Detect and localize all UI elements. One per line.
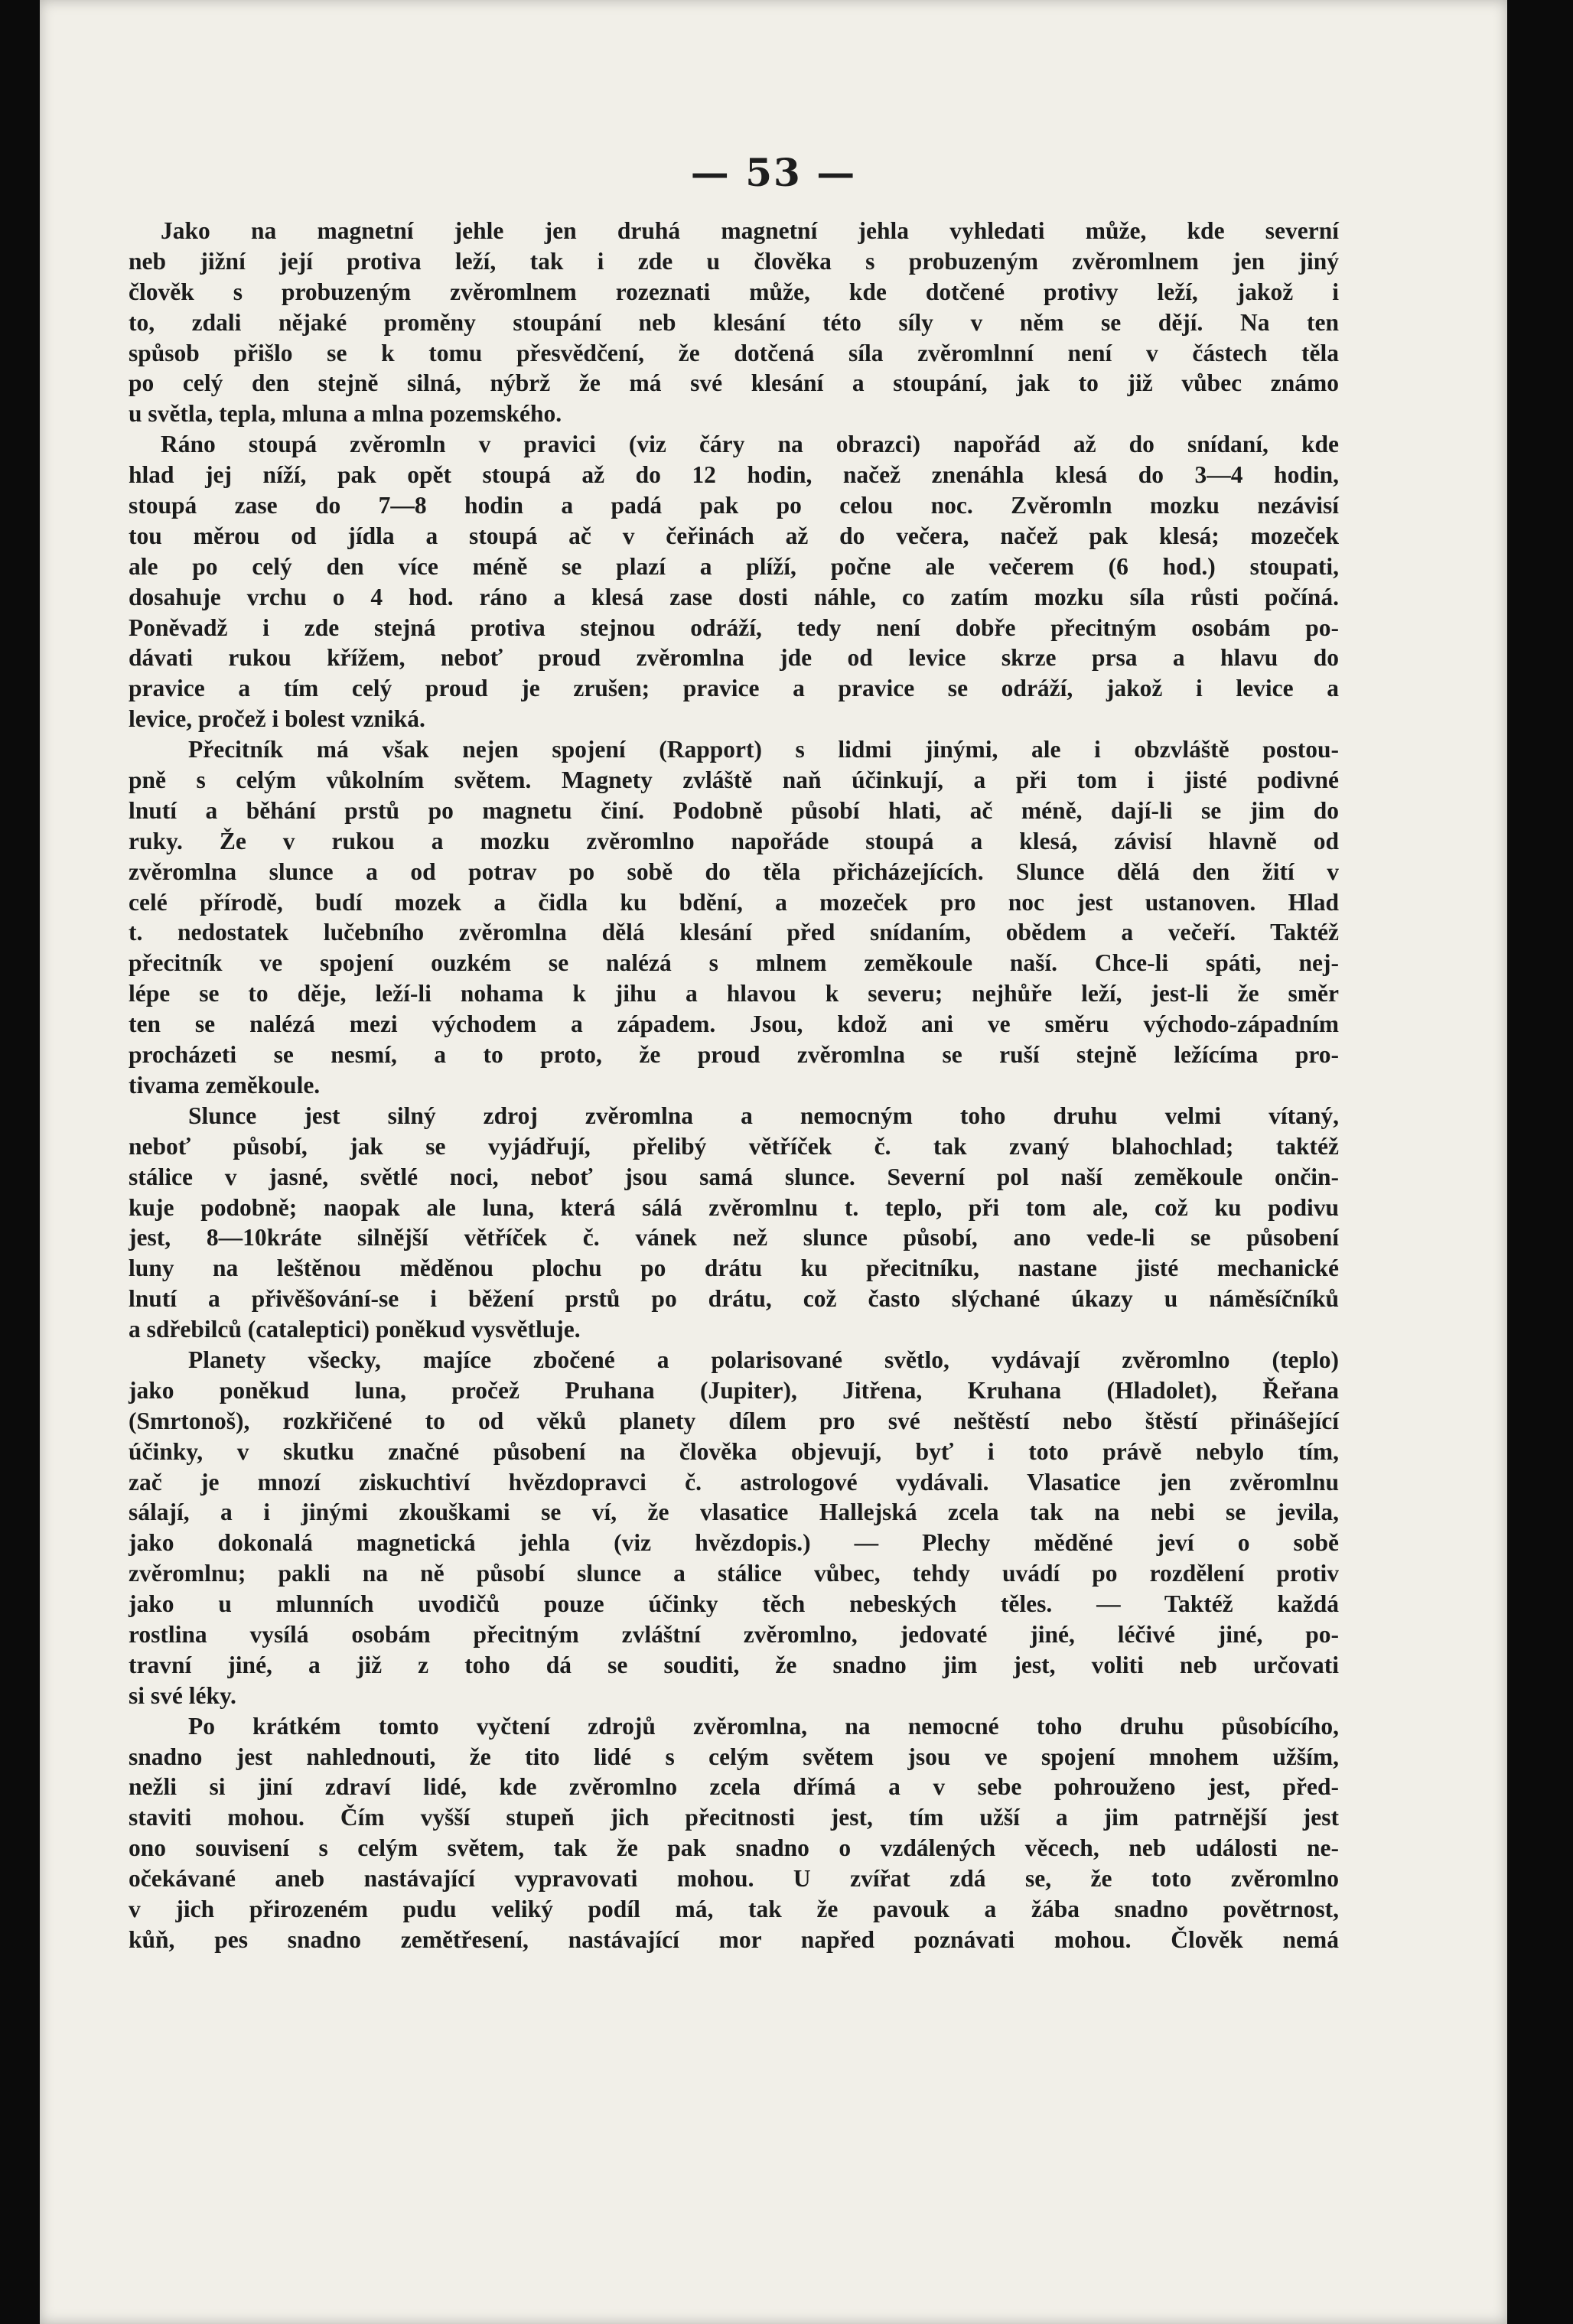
text-line: kůň, pes snadno zemětřesení, nastávající mor napřed poznávati mohou. Člověk nemá	[129, 1925, 1339, 1953]
text-line: Po krátkém tomto vyčtení zdrojů zvěromlna, na nemocné toho druhu působícího,	[188, 1712, 1339, 1740]
text-line: lnutí a přivěšování-se i běžení prstů po drátu, což často slýchané úkazy u náměsíčníků	[129, 1285, 1339, 1313]
text-line: levice, pročež i bolest vzniká.	[129, 705, 425, 733]
text-line: ale po celý den více méně se plazí a plíží, počne ale večerem (6 hod.) stoupati,	[129, 552, 1339, 580]
text-line: celé přírodě, budí mozek a čidla ku bdění, a mozeček pro noc jest ustanoven. Hlad	[129, 888, 1339, 916]
text-line: luny na leštěnou měděnou plochu po drátu ku přecitníku, nastane jisté mechanické	[129, 1255, 1339, 1282]
text-line: dosahuje vrchu o 4 hod. ráno a klesá zase dosti náhle, co zatím mozku síla růsti počíná.	[129, 583, 1339, 610]
text-line: si své léky.	[129, 1681, 236, 1709]
text-line: stálice v jasné, světlé noci, neboť jsou samá slunce. Severní pol naší zeměkoule ončin-	[129, 1163, 1339, 1190]
text-line: spůsob přišlo se k tomu přesvědčení, že dotčená síla zvěromlnní není v částech těla	[129, 339, 1339, 366]
text-line: účinky, v skutku značné působení na člověka objevují, byť i toto právě nebylo tím,	[129, 1437, 1339, 1465]
text-line: hlad jej níží, pak opět stoupá až do 12 hodin, načež znenáhla klesá do 3—4 hodin,	[129, 461, 1339, 489]
text-line: Jako na magnetní jehle jen druhá magnetní jehla vyhledati může, kde severní	[161, 217, 1339, 244]
text-line: to, zdali nějaké proměny stoupání neb klesání této síly v něm se dějí. Na ten	[129, 308, 1339, 336]
paragraph-5	[129, 1345, 1339, 1711]
text-line: dávati rukou křížem, neboť proud zvěromlna jde od levice skrze prsa a hlavu do	[129, 644, 1339, 672]
paragraph-3	[129, 734, 1339, 1101]
text-line: ruky. Že v rukou a mozku zvěromlno napořáde stoupá a klesá, závisí hlavně od	[129, 827, 1339, 854]
text-line: neb jižní její protiva leží, tak i zde u člověka s probuzeným zvěromlnem jen jiný	[129, 247, 1339, 275]
text-line: a sdřebilců (cataleptici) poněkud vysvětluje.	[129, 1316, 581, 1343]
text-line: procházeti se nesmí, a to proto, že proud zvěromlna se ruší stejně ležícíma pro-	[129, 1041, 1339, 1069]
text-line: travní jiné, a již z toho dá se souditi, že snadno jim jest, voliti neb určovati	[129, 1651, 1339, 1678]
paragraph-4	[129, 1101, 1339, 1345]
text-line: jest, 8—10kráte silnější větříček č. vánek než slunce působí, ano vede-li se působení	[129, 1224, 1339, 1252]
text-line: Ráno stoupá zvěromln v pravici (viz čáry na obrazci) napořád až do snídaní, kde	[161, 431, 1339, 458]
page-number: — 53 —	[690, 150, 857, 195]
text-line: lépe se to děje, leží-li nohama k jihu a hlavou k severu; nejhůře leží, jest-li že směr	[129, 980, 1339, 1007]
text-line: Slunce jest silný zdroj zvěromlna a nemocným toho druhu velmi vítaný,	[188, 1102, 1339, 1129]
text-line: rostlina vysílá osobám přecitným zvláštní zvěromlno, jedovaté jiné, léčivé jiné, po-	[129, 1620, 1339, 1648]
text-line: tivama zeměkoule.	[129, 1071, 321, 1099]
text-line: jako u mlunních uvodičů pouze účinky těch nebeských těles. — Taktéž každá	[129, 1590, 1339, 1618]
text-line: jako poněkud luna, pročež Pruhana (Jupiter), Jitřena, Kruhana (Hladolet), Řeřana	[129, 1376, 1339, 1404]
text-line: lnutí a běhání prstů po magnetu činí. Podobně působí hlati, ač méně, dají-li se jim do	[129, 796, 1339, 824]
book-page	[40, 0, 1507, 2324]
text-line: ten se nalézá mezi východem a západem. Jsou, kdož ani ve směru východo-západním	[129, 1011, 1339, 1038]
text-line: zvěromlnu; pakli na ně působí slunce a stálice vůbec, tehdy uvádí po rozdělení protiv	[129, 1560, 1339, 1587]
text-line: u světla, tepla, mluna a mlna pozemského.	[129, 400, 562, 428]
text-line: stoupá zase do 7—8 hodin a padá pak po celou noc. Zvěromln mozku nezávisí	[129, 492, 1339, 519]
text-line: staviti mohou. Čím vyšší stupeň jich přecitnosti jest, tím užší a jim patrnější jest	[129, 1804, 1339, 1831]
text-line: sálají, a i jinými zkouškami se ví, že vlasatice Hallejská zcela tak na nebi se jevila,	[129, 1499, 1339, 1526]
text-line: očekávané aneb nastávající vypravovati mohou. U zvířat zdá se, že toto zvěromlno	[129, 1865, 1339, 1893]
text-line: t. nedostatek lučebního zvěromlna dělá klesání před snídaním, obědem a večeří. Taktéž	[129, 919, 1339, 946]
body-text	[129, 216, 1339, 2251]
text-line: pravice a tím celý proud je zrušen; pravice a pravice se odráží, jakož i levice a	[129, 675, 1339, 702]
paragraph-2	[129, 429, 1339, 734]
text-line: v jich přirozeném pudu veliký podíl má, tak že pavouk a žába snadno povětrnost,	[129, 1895, 1339, 1922]
text-line: nežli si jiní zdraví lidé, kde zvěromlno zcela dřímá a v sebe pohrouženo jest, před-	[129, 1773, 1339, 1801]
text-line: kuje podobně; naopak ale luna, která sálá zvěromlnu t. teplo, při tom ale, což ku podivu	[129, 1193, 1339, 1221]
text-line: Planety všecky, majíce zbočené a polarisované světlo, vydávají zvěromlno (teplo)	[188, 1346, 1339, 1373]
text-line: přecitník ve spojení ouzkém se nalézá s mlnem zeměkoule naší. Chce-li spáti, nej-	[129, 949, 1339, 977]
paragraph-6	[129, 1711, 1339, 1955]
text-line: Přecitník má však nejen spojení (Rapport) s lidmi jinými, ale i obzvláště postou-	[188, 736, 1339, 763]
text-line: zač je mnozí ziskuchtiví hvězdopravci č. astrologové vydávali. Vlasatice jen zvěromlnu	[129, 1468, 1339, 1496]
text-line: jako dokonalá magnetická jehla (viz hvězdopis.) — Plechy měděné jeví o sobě	[129, 1529, 1339, 1557]
text-line: snadno jest nahlednouti, že tito lidé s celým světem jsou ve spojení mnohem užším,	[129, 1743, 1339, 1770]
text-line: po celý den stejně silná, nýbrž že má své klesání a stoupání, jak to již vůbec známo	[129, 369, 1339, 397]
text-line: ono souvisení s celým světem, tak že pak snadno o vzdálených věcech, neb události ne-	[129, 1834, 1339, 1862]
text-line: Poněvadž i zde stejná protiva stejnou odráží, tedy není dobře přecitným osobám po-	[129, 614, 1339, 641]
text-line: neboť působí, jak se vyjádřují, přelibý větříček č. tak zvaný blahochlad; taktéž	[129, 1132, 1339, 1160]
text-line: člověk s probuzeným zvěromlnem rozeznati může, kde dotčené protivy leží, jakož i	[129, 278, 1339, 305]
text-line: (Smrtonoš), rozkřičené to od věků planety dílem pro své neštěstí nebo štěstí přinášející	[129, 1407, 1339, 1434]
text-line: tou měrou od jídla a stoupá ač v čeřinách až do večera, načež pak klesá; mozeček	[129, 522, 1339, 549]
paragraph-1	[129, 216, 1339, 429]
text-line: pně s celým vůkolním světem. Magnety zvláště naň účinkují, a při tom i jisté podivné	[129, 767, 1339, 794]
text-line: zvěromlna slunce a od potrav po sobě do těla přicházejících. Slunce dělá den žití v	[129, 858, 1339, 885]
